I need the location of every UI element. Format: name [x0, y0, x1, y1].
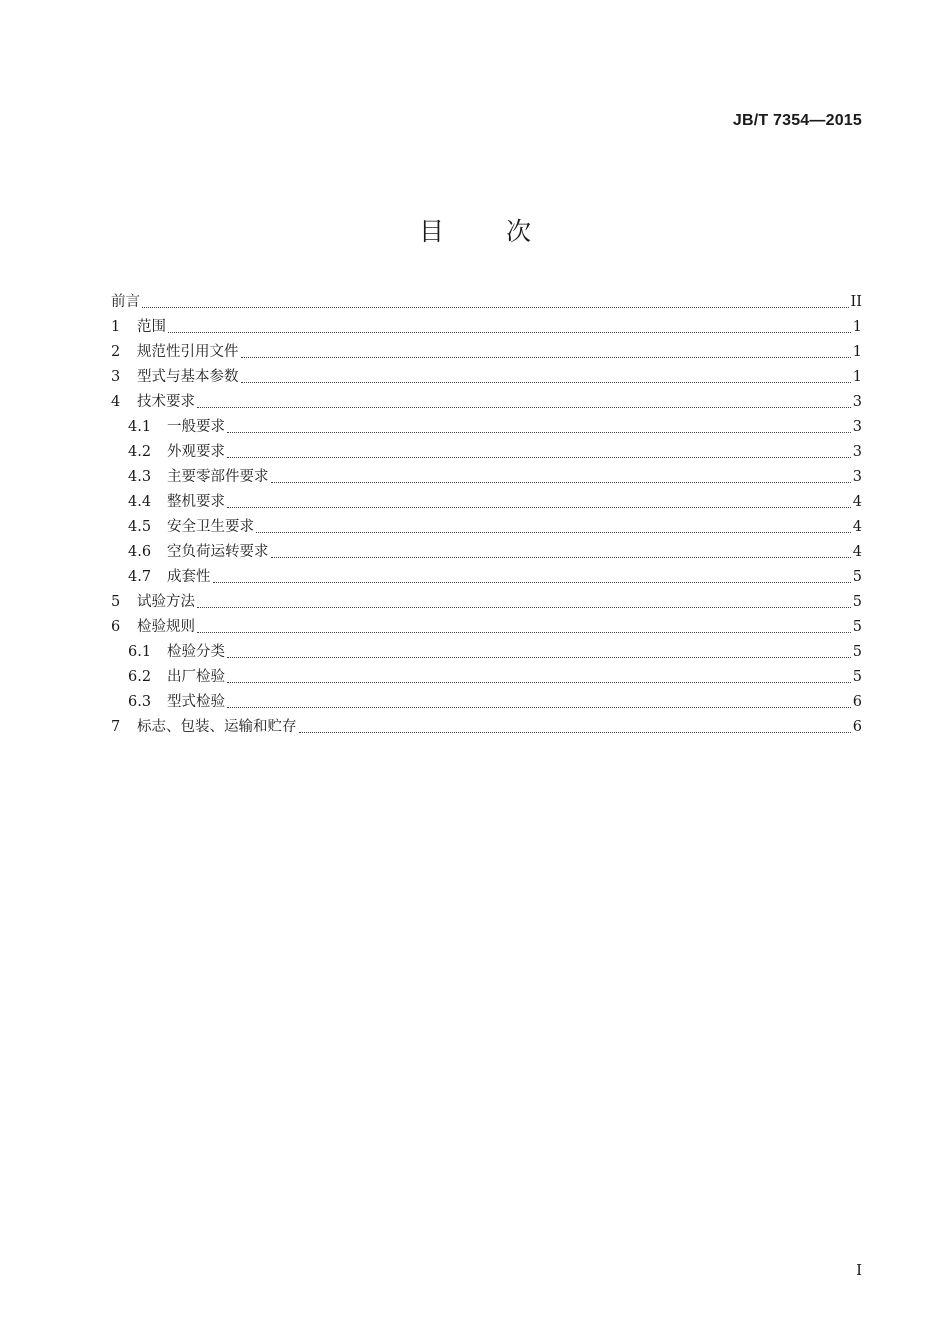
- toc-entry-label: 范围: [137, 319, 166, 335]
- toc-entry-page: 4: [852, 519, 862, 535]
- toc-entry-label: 空负荷运转要求: [167, 544, 269, 560]
- toc-dot-leader: [197, 407, 851, 408]
- table-of-contents: [111, 290, 862, 740]
- toc-entry-number: 4: [111, 394, 121, 410]
- toc-entry-number: 6.3: [128, 694, 152, 710]
- toc-entry[interactable]: [111, 315, 862, 340]
- toc-entry[interactable]: [111, 465, 862, 490]
- toc-dot-leader: [197, 607, 851, 608]
- toc-entry[interactable]: [111, 440, 862, 465]
- toc-entry-page: 5: [852, 669, 862, 685]
- toc-entry-label: 检验规则: [137, 619, 195, 635]
- toc-title: [0, 212, 950, 248]
- toc-entry-page: II: [850, 294, 862, 310]
- toc-entry-number: 1: [111, 319, 121, 335]
- toc-entry-number: 4.3: [128, 469, 152, 485]
- toc-entry[interactable]: [111, 615, 862, 640]
- toc-entry-page: 6: [852, 719, 862, 735]
- toc-entry-label: 一般要求: [167, 419, 225, 435]
- toc-entry[interactable]: [111, 365, 862, 390]
- toc-entry-label: 主要零部件要求: [167, 469, 269, 485]
- toc-entry[interactable]: [111, 715, 862, 740]
- toc-entry-label: 前言: [111, 294, 140, 310]
- toc-entry-page: 5: [852, 569, 862, 585]
- toc-entry-label: 规范性引用文件: [137, 344, 239, 360]
- toc-dot-leader: [241, 382, 851, 383]
- toc-entry-label: 整机要求: [167, 494, 225, 510]
- toc-entry-page: 5: [852, 594, 862, 610]
- toc-entry-label: 标志、包装、运输和贮存: [137, 719, 297, 735]
- toc-entry-page: 4: [852, 544, 862, 560]
- toc-entry-number: 4.1: [128, 419, 152, 435]
- toc-entry-label: 出厂检验: [167, 669, 225, 685]
- toc-entry-label: 型式与基本参数: [137, 369, 239, 385]
- toc-entry-number: 4.6: [128, 544, 152, 560]
- toc-entry[interactable]: [111, 490, 862, 515]
- toc-entry-page: 1: [852, 319, 862, 335]
- toc-dot-leader: [227, 507, 851, 508]
- toc-entry-page: 1: [852, 344, 862, 360]
- toc-entry-label: 成套性: [167, 569, 211, 585]
- toc-entry-label: 试验方法: [137, 594, 195, 610]
- toc-dot-leader: [227, 707, 851, 708]
- toc-entry-page: 1: [852, 369, 862, 385]
- toc-entry-page: 3: [852, 419, 862, 435]
- toc-entry[interactable]: [111, 415, 862, 440]
- toc-dot-leader: [168, 332, 851, 333]
- toc-entry-page: 5: [852, 644, 862, 660]
- toc-dot-leader: [271, 482, 851, 483]
- toc-entry-page: 3: [852, 444, 862, 460]
- toc-entry-number: 4.7: [128, 569, 152, 585]
- page-number: I: [856, 1261, 862, 1279]
- toc-entry[interactable]: [111, 515, 862, 540]
- toc-entry-page: 4: [852, 494, 862, 510]
- toc-entry-number: 6.2: [128, 669, 152, 685]
- toc-entry-label: 型式检验: [167, 694, 225, 710]
- toc-entry-number: 7: [111, 719, 121, 735]
- toc-entry-number: 4.5: [128, 519, 152, 535]
- toc-dot-leader: [271, 557, 851, 558]
- toc-entry-page: 3: [852, 469, 862, 485]
- toc-entry-number: 6.1: [128, 644, 152, 660]
- toc-entry[interactable]: [111, 690, 862, 715]
- toc-dot-leader: [227, 657, 851, 658]
- toc-entry-label: 技术要求: [137, 394, 195, 410]
- toc-entry-number: 5: [111, 594, 121, 610]
- toc-entry[interactable]: [111, 390, 862, 415]
- toc-dot-leader: [227, 457, 851, 458]
- toc-entry[interactable]: [111, 290, 862, 315]
- toc-entry[interactable]: [111, 340, 862, 365]
- toc-dot-leader: [227, 682, 851, 683]
- toc-dot-leader: [213, 582, 851, 583]
- toc-entry-number: 3: [111, 369, 121, 385]
- toc-title-char-2: 次: [506, 217, 532, 246]
- toc-entry-label: 外观要求: [167, 444, 225, 460]
- toc-entry-number: 6: [111, 619, 121, 635]
- toc-entry-label: 安全卫生要求: [167, 519, 254, 535]
- toc-dot-leader: [241, 357, 851, 358]
- toc-entry-number: 4.2: [128, 444, 152, 460]
- toc-dot-leader: [227, 432, 851, 433]
- toc-entry-page: 6: [852, 694, 862, 710]
- toc-dot-leader: [256, 532, 851, 533]
- toc-dot-leader: [299, 732, 851, 733]
- toc-dot-leader: [142, 307, 849, 308]
- toc-entry[interactable]: [111, 640, 862, 665]
- toc-dot-leader: [197, 632, 851, 633]
- toc-entry-label: 检验分类: [167, 644, 225, 660]
- toc-entry-number: 2: [111, 344, 121, 360]
- toc-entry-page: 5: [852, 619, 862, 635]
- toc-title-char-1: 目: [418, 217, 444, 246]
- toc-entry[interactable]: [111, 590, 862, 615]
- standard-code: JB/T 7354—2015: [732, 112, 862, 129]
- toc-entry-page: 3: [852, 394, 862, 410]
- toc-entry[interactable]: [111, 665, 862, 690]
- toc-entry[interactable]: [111, 540, 862, 565]
- toc-entry[interactable]: [111, 565, 862, 590]
- toc-entry-number: 4.4: [128, 494, 152, 510]
